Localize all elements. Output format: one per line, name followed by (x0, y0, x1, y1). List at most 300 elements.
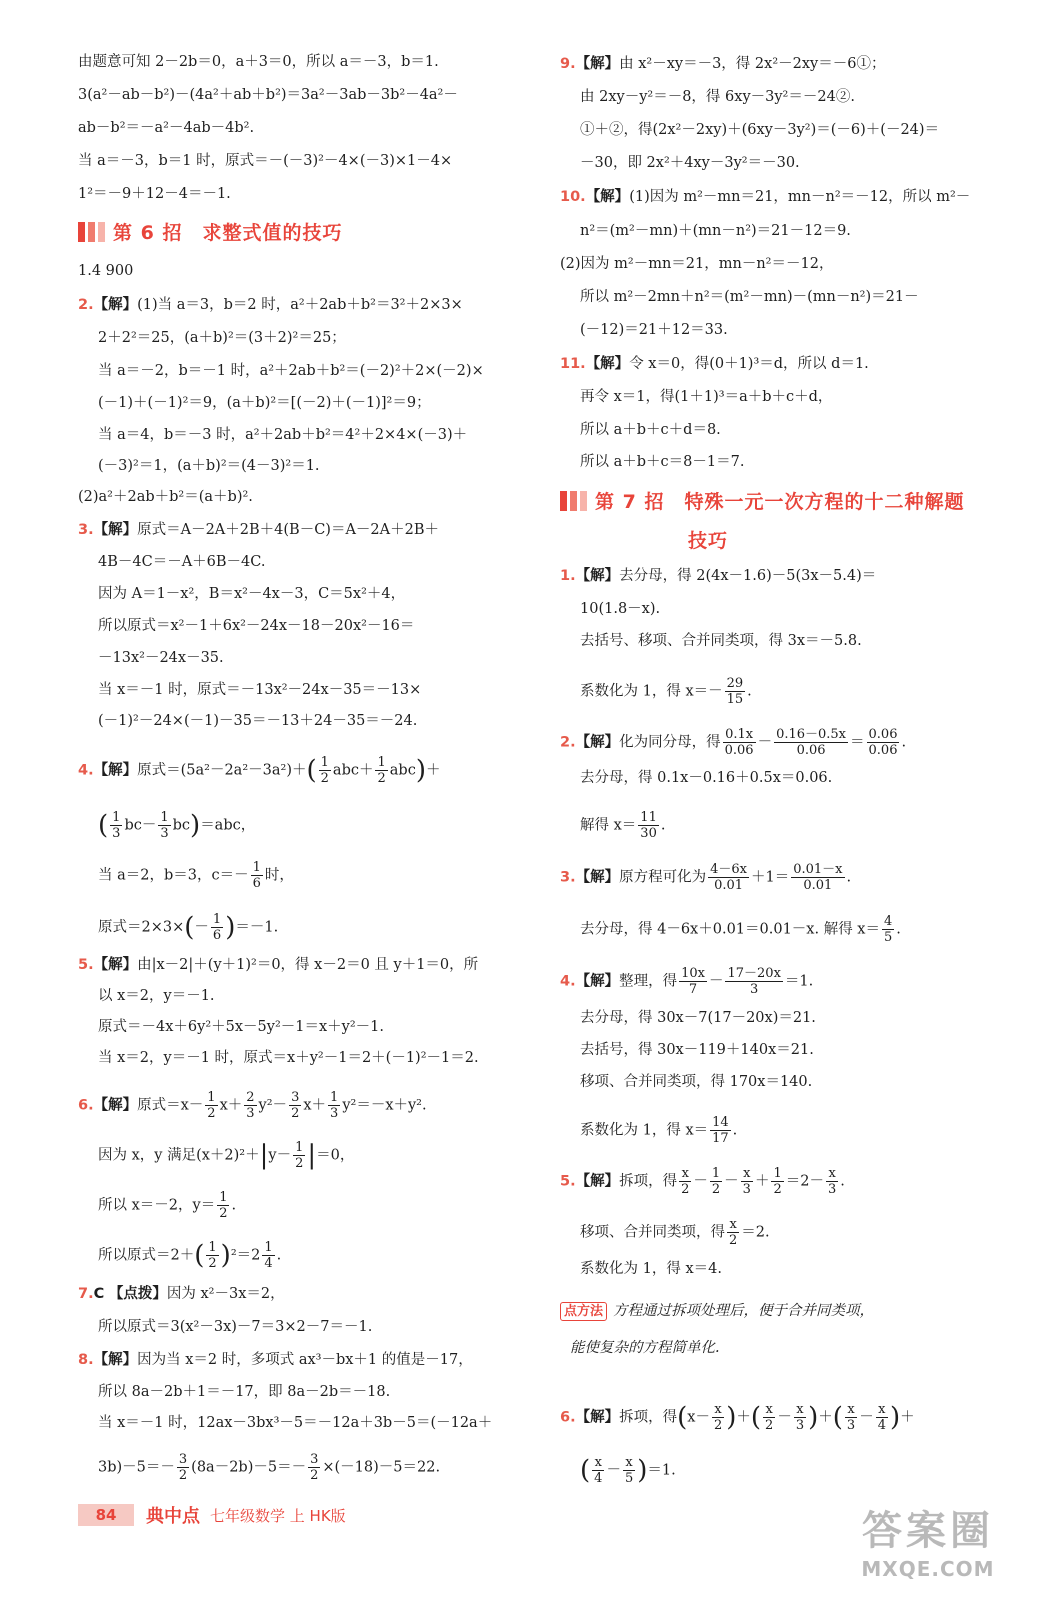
fraction (845, 1402, 857, 1433)
solution-tag: 【解】 (93, 1097, 138, 1114)
method-tip (560, 1301, 874, 1321)
watermark (830, 1505, 1026, 1595)
denominator: 0.01 (714, 878, 744, 893)
section-7-title-cont: 技巧 (688, 530, 729, 552)
denominator: 2 (713, 1418, 723, 1433)
text: (1)当 a＝3，b＝2 时，a²＋2ab＋b²＝3²＋2×3× (137, 297, 463, 313)
numerator: 1 (264, 1240, 273, 1255)
numerator: x (876, 1402, 888, 1418)
numerator: 1 (320, 755, 329, 770)
text-line: 当 a＝－3，b＝1 时，原式＝－(－3)²－4×(－3)×1－4× (78, 153, 453, 169)
text: 原式＝A－2A＋2B＋4(B－C)＝A－2A＋2B＋ (137, 522, 439, 538)
numerator: 10x (681, 966, 705, 981)
text: x＋ (303, 1097, 327, 1114)
text: bc (172, 817, 191, 834)
paren: ) (190, 810, 201, 841)
denominator: 3 (160, 826, 169, 841)
text: . (747, 683, 752, 700)
text-line: 去括号，得 30x－119＋140x＝21. (580, 1042, 814, 1058)
answer-1: 1.4 900 (78, 263, 134, 279)
denominator: 3 (112, 826, 121, 841)
text: ＋ (736, 1409, 751, 1426)
text-line: 由题意可知 2－2b＝0，a＋3＝0，所以 a＝－3，b＝1. (78, 54, 439, 70)
text-line: 去分母，得 0.1x－0.16＋0.5x＝0.06. (580, 770, 833, 786)
problem-number: 5. (78, 957, 94, 973)
answer-3-line (78, 520, 439, 540)
solution-tag: 【解】 (575, 56, 620, 72)
answer-6-line (78, 1090, 427, 1121)
text: 原式＝2×3× (98, 919, 185, 936)
text-line: ( $\frac{x}{4}$ － $\frac{x}{5}$ )＝1. (580, 1455, 676, 1486)
numerator: 1 (212, 912, 222, 927)
text-line: 去分母，得 30x－7(17－20x)＝21. (580, 1010, 816, 1026)
text-line (560, 1217, 770, 1248)
text: . (276, 1247, 282, 1264)
numerator: 3 (178, 1452, 188, 1467)
text: ＝1. (784, 973, 814, 990)
text: 时， (264, 867, 294, 884)
numerator: 29 (726, 676, 744, 691)
answer-7-line (78, 1284, 285, 1304)
text: ＋ (754, 1173, 770, 1190)
text-line (78, 810, 255, 841)
numerator: 0.01－x (793, 862, 843, 877)
fraction (771, 1166, 783, 1197)
text-line: 所以 a＋b＋c＋d＝8. (580, 422, 721, 438)
text-line: (－12)＝21＋12＝33. (580, 322, 728, 338)
numerator: 11 (640, 810, 657, 825)
denominator: 6 (212, 928, 222, 943)
problem-number: 8. (78, 1352, 94, 1368)
numerator: 1 (773, 1166, 782, 1181)
fraction (725, 966, 782, 997)
numerator: x (592, 1455, 604, 1471)
fraction (293, 1140, 305, 1171)
page-number: 84 (78, 1504, 134, 1526)
fraction (158, 810, 170, 841)
denominator: 2 (310, 1468, 319, 1483)
text-line (78, 860, 294, 891)
tip-text: 能使复杂的方程简单化. (570, 1340, 720, 1356)
text: ＝2－ (785, 1173, 824, 1190)
text: 由 x²－xy＝－3，得 2x²－2xy＝－6①； (619, 56, 886, 72)
solution-tag: 【解】 (575, 1409, 620, 1426)
denominator: 0.06 (724, 743, 754, 758)
problem-number: 6. (78, 1097, 94, 1114)
numerator: 1 (160, 810, 169, 825)
eq-6-line: 6.【解】拆项，得(x－ $\frac{x}{2}$ )＋( $\frac{x}{2}$ － $\frac{x}{3}$ )＋( $\frac{x}{3}$ － $\frac{x}{4}$ )＋ (560, 1402, 915, 1433)
page-footer (78, 1503, 346, 1527)
fraction (727, 1217, 739, 1248)
text: ×(－18)－5＝22. (322, 1459, 441, 1476)
answer-10-line (560, 187, 970, 207)
text: 当 a＝2，b＝3，c＝－ (98, 867, 249, 884)
fraction (110, 810, 122, 841)
fraction (741, 1166, 753, 1197)
denominator: 0.01 (803, 878, 833, 893)
text-line: ab－b²＝－a²－4ab－4b². (78, 120, 255, 136)
text-line: 当 a＝4，b＝－3 时，a²＋2ab＋b²＝4²＋2×4×(－3)＋ (98, 427, 468, 443)
text-line: 当 x＝－1 时，原式＝－13x²－24x－35＝－13× (98, 682, 422, 698)
text: ＋ (900, 1409, 915, 1426)
denominator: 5 (884, 930, 893, 945)
text: x＋ (219, 1097, 243, 1114)
denominator: 3 (846, 1418, 856, 1433)
text: 因为 x，y 满足(x＋2)²＋ (98, 1147, 260, 1164)
text: 去分母，得 4－6x＋0.01＝0.01－x. 解得 x＝ (580, 921, 880, 938)
section-bars-icon (560, 491, 587, 511)
solution-tag: 【解】 (93, 522, 138, 538)
text-line: 由 2xy－y²＝－8，得 6xy－3y²＝－24②. (580, 89, 855, 105)
answer-4-line (78, 755, 440, 786)
text-line: n²＝(m²－mn)＋(mn－n²)＝21－12＝9. (580, 223, 851, 239)
fraction (251, 860, 263, 891)
text: 原方程可化为 (619, 869, 707, 886)
paren: ( (184, 912, 195, 943)
solution-tag: 【解】 (93, 1352, 138, 1368)
text: 拆项，得 (619, 1409, 678, 1426)
text: － (757, 734, 773, 751)
numerator: 4－6x (710, 862, 747, 877)
text: － (194, 919, 209, 936)
paren: ) (225, 912, 236, 943)
section-7-title: 第 7 招 特殊一元一次方程的十二种解题 (595, 491, 965, 513)
text: . (846, 869, 852, 886)
text-line (78, 1190, 236, 1221)
numerator: x (826, 1166, 838, 1182)
text: (1)因为 m²－mn＝21，mn－n²＝－12，所以 m²－ (629, 189, 971, 205)
fraction (328, 1090, 340, 1121)
denominator: 2 (219, 1206, 228, 1221)
text-line: 因为 A＝1－x²，B＝x²－4x－3，C＝5x²＋4， (98, 586, 406, 602)
text: y²＝－x＋y². (342, 1097, 427, 1114)
numerator: 1 (330, 1090, 339, 1105)
problem-number: 3. (560, 869, 576, 886)
fraction (308, 1452, 320, 1483)
text-line: 10(1.8－x). (580, 601, 661, 617)
text-line: ①＋②，得(2x²－2xy)＋(6xy－3y²)＝(－6)＋(－24)＝ (580, 122, 940, 138)
numerator: 3 (291, 1090, 300, 1105)
brand-logo: 典中点 (146, 1506, 200, 1527)
fraction (375, 755, 387, 786)
problem-number: 11. (560, 356, 586, 372)
text-line: －13x²－24x－35. (98, 650, 224, 666)
numerator: 4 (884, 914, 893, 929)
fraction (623, 1455, 635, 1486)
fraction (262, 1240, 274, 1271)
denominator: 4 (877, 1418, 886, 1433)
abs-bar: | (307, 1140, 317, 1171)
text-line (78, 1452, 440, 1483)
fraction (211, 912, 223, 943)
numerator: 0.1x (723, 727, 756, 743)
eq-5-line (560, 1166, 845, 1197)
text: 移项、合并同类项，得 (580, 1224, 725, 1241)
paren: ( (194, 1240, 205, 1271)
text: . (732, 1122, 738, 1139)
text: 系数化为 1，得 x＝－ (580, 683, 723, 700)
text-line: (－1)＋(－1)²＝9，(a＋b)²＝[(－2)＋(－1)]²＝9； (98, 395, 431, 411)
section-6-header (78, 218, 342, 245)
denominator: 6 (252, 876, 261, 891)
numerator: 1 (208, 1240, 217, 1255)
text: 令 x＝0，得(0＋1)³＝d，所以 d＝1. (629, 356, 869, 372)
text: 因为 x²－3x＝2， (166, 1286, 285, 1302)
text-line: 所以 8a－2b＋1＝－17，即 8a－2b＝－18. (98, 1384, 391, 1400)
denominator: 2 (681, 1182, 690, 1197)
denominator: 3 (827, 1182, 837, 1197)
paren: ( (306, 755, 317, 786)
text-line: 当 x＝－1 时，12ax－3bx³－5＝－12a＋3b－5＝(－12a＋ (98, 1415, 493, 1431)
eq-1-line (560, 566, 876, 586)
text: 化为同分母，得 (619, 734, 721, 751)
text: ＋ (425, 762, 441, 779)
numerator: 1 (207, 1090, 216, 1105)
text: ＝0， (316, 1147, 355, 1164)
abs-bar: | (259, 1140, 269, 1171)
text: ＝2. (741, 1224, 770, 1241)
text-line: 1²＝－9＋12－4＝－1. (78, 186, 231, 202)
paren: ( (580, 1455, 591, 1486)
fraction (794, 1402, 806, 1433)
fraction (708, 862, 749, 893)
text: ＝ (850, 734, 865, 751)
text: . (901, 734, 907, 751)
text: abc (389, 762, 416, 779)
denominator: 2 (207, 1106, 216, 1121)
problem-number: 2. (78, 297, 94, 313)
paren: ( (832, 1402, 843, 1433)
text-line (78, 1140, 354, 1171)
paren: ) (415, 755, 426, 786)
text-line: 当 x＝2，y＝－1 时，原式＝x＋y²－1＝2＋(－1)²－1＝2. (98, 1050, 479, 1066)
fraction (244, 1090, 256, 1121)
numerator: 0.16－0.5x (776, 727, 847, 742)
denominator: 3 (795, 1418, 805, 1433)
numerator: 1 (112, 810, 121, 825)
text: 整理，得 (619, 973, 678, 990)
denominator: 17 (712, 1131, 729, 1146)
text: ＝abc， (200, 817, 256, 834)
problem-number: 10. (560, 189, 586, 205)
answer-11-line (560, 354, 869, 374)
text: 去分母，得 2(4x－1.6)－5(3x－5.4)＝ (619, 568, 877, 584)
hint-tag: 【点拨】 (108, 1286, 167, 1302)
text: 所以 x＝－2，y＝ (98, 1197, 216, 1214)
denominator: 3 (742, 1182, 751, 1197)
text: ＝－1. (235, 919, 279, 936)
denominator: 7 (688, 982, 698, 997)
denominator: 2 (208, 1256, 217, 1271)
numerator: 17－20x (727, 966, 781, 981)
denominator: 5 (624, 1471, 634, 1486)
denominator: 2 (291, 1106, 300, 1121)
text: 原式＝x－ (137, 1097, 204, 1114)
fraction (206, 1240, 218, 1271)
fraction (289, 1090, 301, 1121)
text: 系数化为 1，得 x＝ (580, 1122, 709, 1139)
solution-tag: 【解】 (585, 356, 630, 372)
section-6-title: 第 6 招 求整式值的技巧 (113, 222, 343, 244)
text-line: 所以原式＝3(x²－3x)－7＝3×2－7＝－1. (98, 1319, 373, 1335)
section-7-header (560, 487, 964, 514)
section-bars-icon (78, 222, 105, 242)
fraction (882, 914, 894, 945)
paren: ) (808, 1402, 819, 1433)
text-line: (2)因为 m²－mn＝21，mn－n²＝－12， (560, 256, 834, 272)
text-line: 4B－4C＝－A＋6B－4C. (98, 554, 266, 570)
paren: ) (889, 1402, 901, 1433)
fraction (205, 1090, 217, 1121)
problem-number: 4. (560, 973, 576, 990)
fraction (217, 1190, 229, 1221)
problem-number: 5. (560, 1173, 576, 1190)
text: abc＋ (332, 762, 374, 779)
fraction (679, 966, 707, 997)
denominator: 0.06 (796, 743, 826, 758)
watermark-url: MXQE.COM (861, 1557, 995, 1581)
numerator: x (727, 1217, 739, 1233)
fraction (319, 755, 331, 786)
text: 拆项，得 (619, 1173, 678, 1190)
fraction (725, 676, 746, 707)
answer-8-line (78, 1350, 473, 1370)
eq-3-line (560, 862, 851, 893)
tip-text: 方程通过拆项处理后，便于合并同类项， (613, 1303, 875, 1319)
text: . (660, 817, 666, 834)
numerator: x (623, 1455, 635, 1471)
answer-9-line (560, 54, 885, 74)
text-line: －30，即 2x²＋4xy－3y²＝－30. (580, 155, 800, 171)
fraction (638, 810, 659, 841)
denominator: 2 (320, 771, 329, 786)
denominator: 2 (377, 771, 386, 786)
eq-4-line (560, 966, 813, 997)
text: bc－ (124, 817, 157, 834)
denominator: 2 (765, 1418, 774, 1433)
problem-number: 2. (560, 734, 576, 751)
numerator: 1 (219, 1190, 228, 1205)
problem-number: 9. (560, 56, 576, 72)
fraction (592, 1455, 604, 1486)
numerator: x (794, 1402, 806, 1418)
fraction (791, 862, 844, 893)
text-line: 所以 a＋b＋c＝8－1＝7. (580, 454, 745, 470)
text-line: 所以 m²－2mn＋n²＝(m²－mn)－(mn－n²)＝21－ (580, 289, 919, 305)
text: － (693, 1173, 708, 1190)
text: ＝1. (647, 1462, 676, 1479)
answer-5-line (78, 955, 478, 975)
text: . (896, 921, 901, 938)
solution-tag: 【解】 (93, 297, 138, 313)
text: 解得 x＝ (580, 817, 637, 834)
fraction (679, 1166, 691, 1197)
text-line: 原式＝－4x＋6y²＋5x－5y²－1＝x＋y²－1. (98, 1019, 385, 1035)
numerator: 1 (295, 1140, 304, 1155)
problem-number: 7. (78, 1286, 94, 1302)
fraction (712, 1402, 724, 1433)
book-title: 七年级数学 上 HK版 (210, 1506, 346, 1525)
solution-tag: 【解】 (575, 1173, 620, 1190)
text: 原式＝(5a²－2a²－3a²)＋ (137, 762, 307, 779)
solution-tag: 【解】 (575, 568, 620, 584)
numerator: x (712, 1402, 724, 1418)
denominator: 3 (246, 1106, 255, 1121)
paren: ( (677, 1402, 688, 1433)
solution-tag: 【解】 (575, 973, 620, 990)
numerator: 0.06 (868, 727, 898, 742)
text: 所以原式＝2＋ (98, 1247, 195, 1264)
paren: ) (637, 1455, 648, 1486)
denominator: 3 (330, 1106, 339, 1121)
denominator: 30 (640, 826, 657, 841)
text: x (687, 1409, 696, 1426)
fraction (867, 727, 900, 758)
text-line: (2)a²＋2ab＋b²＝(a＋b)². (78, 489, 253, 505)
text-line (560, 810, 665, 841)
numerator: 1 (711, 1166, 721, 1181)
text: ＋ (818, 1409, 833, 1426)
text: 因为当 x＝2 时，多项式 ax³－bx＋1 的值是－17， (137, 1352, 473, 1368)
text-line: 去括号、移项、合并同类项，得 3x＝－5.8. (580, 633, 862, 649)
problem-number: 4. (78, 762, 94, 779)
answer-2-line (78, 295, 463, 315)
numerator: x (845, 1402, 857, 1418)
text-line: 系数化为 1，得 x＝4. (580, 1261, 722, 1277)
text-line: 所以原式＝x²－1＋6x²－24x－18－20x²－16＝ (98, 618, 415, 634)
numerator: 1 (252, 860, 261, 875)
denominator: 0.06 (868, 743, 898, 758)
text-line (78, 912, 278, 943)
text: ＋1＝ (750, 869, 790, 886)
text-line (560, 1115, 737, 1146)
text: － (724, 1173, 739, 1190)
text-line: 以 x＝2，y＝－1. (98, 988, 215, 1004)
text: . (840, 1173, 845, 1190)
problem-number: 3. (78, 522, 94, 538)
fraction (710, 1115, 731, 1146)
numerator: x (741, 1166, 753, 1182)
solution-tag: 【解】 (585, 189, 630, 205)
problem-number: 1. (560, 568, 576, 584)
fraction (710, 1166, 722, 1197)
eq-2-line (560, 727, 906, 758)
method-tip-badge: 点方法 (560, 1302, 607, 1321)
numerator: 1 (377, 755, 386, 770)
text: (8a－2b)－5＝－ (191, 1459, 307, 1476)
text-line: (－3)²＝1，(a＋b)²＝(4－3)²＝1. (98, 458, 320, 474)
denominator: 3 (750, 982, 759, 997)
text: 由|x－2|＋(y＋1)²＝0，得 x－2＝0 且 y＋1＝0，所 (137, 957, 479, 973)
text-line (78, 1240, 281, 1271)
text-line: 再令 x＝1，得(1＋1)³＝a＋b＋c＋d， (580, 389, 833, 405)
text-line (560, 914, 901, 945)
denominator: 4 (264, 1256, 273, 1271)
numerator: x (679, 1166, 691, 1182)
text-line: (－1)²－24×(－1)－35＝－13＋24－35＝－24. (98, 713, 418, 729)
fraction (177, 1452, 189, 1483)
paren: ) (220, 1240, 231, 1271)
solution-tag: 【解】 (575, 869, 620, 886)
text: y²－ (258, 1097, 288, 1114)
denominator: 2 (773, 1182, 782, 1197)
text: ²＝2 (230, 1247, 261, 1264)
text: 3b)－5＝－ (98, 1459, 175, 1476)
denominator: 2 (711, 1182, 721, 1197)
denominator: 4 (594, 1471, 603, 1486)
denominator: 2 (295, 1156, 304, 1171)
text-line (560, 676, 752, 707)
